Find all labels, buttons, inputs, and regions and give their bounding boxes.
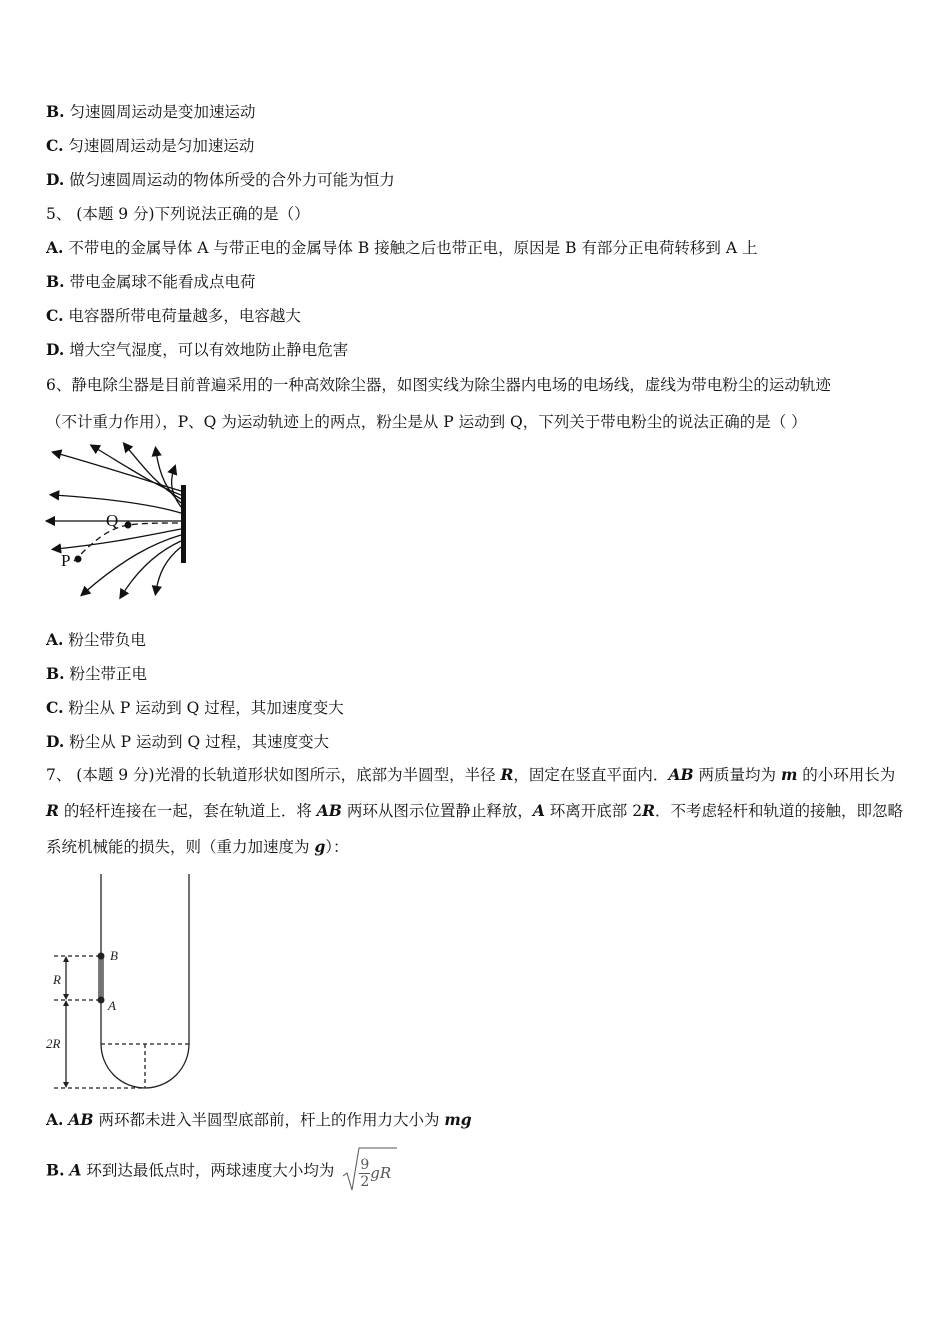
q7-label-a: A: [108, 998, 116, 1013]
q7-label-r: R: [53, 972, 61, 987]
q6-option-d: D. 粉尘从 P 运动到 Q 过程，其速度变大: [46, 732, 330, 751]
q6-stem-line1: 6、静电除尘器是目前普遍采用的一种高效除尘器，如图实线为除尘器内电场的电场线，虚线为带电粉尘的运动轨迹: [46, 376, 831, 394]
q5-option-d: D. 增大空气湿度，可以有效地防止静电危害: [46, 340, 349, 359]
q6-point-p: [75, 556, 82, 563]
q6-option-c: C. 粉尘从 P 运动到 Q 过程，其加速度变大: [46, 698, 344, 717]
q6-option-b: B. 粉尘带正电: [46, 664, 147, 683]
q7-label-2r: 2R: [46, 1036, 61, 1051]
q7-option-a: A. AB 两环都未进入半圆型底部前，杆上的作用力大小为 mg: [46, 1110, 472, 1129]
q4-option-d: D. 做匀速圆周运动的物体所受的合外力可能为恒力: [46, 170, 395, 189]
q6-option-a: A. 粉尘带负电: [46, 630, 146, 649]
q6-point-q: [125, 522, 132, 529]
q7-ring-b: [98, 953, 105, 960]
q7-ring-a: [98, 997, 105, 1004]
q6-field-line: [122, 541, 181, 595]
q6-electric-field-figure: [44, 443, 194, 603]
q6-field-line: [56, 529, 181, 549]
q7-option-b: B. A 环到达最低点时，两球速度大小均为 $\frac{9}{2}$ gR: [46, 1146, 391, 1194]
q7-track-figure: [44, 872, 204, 1094]
radical-sign: [343, 1148, 397, 1190]
q7-label-b: B: [110, 948, 118, 963]
q5-option-b: B. 带电金属球不能看成点电荷: [46, 272, 256, 291]
fraction: $\frac{9}{2}$: [360, 1156, 370, 1190]
q4-option-c: C. 匀速圆周运动是匀加速运动: [46, 136, 255, 155]
q6-stem-line2: （不计重力作用），P、Q 为运动轨迹上的两点，粉尘是从 P 运动到 Q，下列关于带电粉尘的说法正确的是（ ）: [46, 413, 807, 431]
q4-option-b: B. 匀速圆周运动是变加速运动: [46, 102, 256, 121]
q5-option-a: A. 不带电的金属导体 A 与带正电的金属导体 B 接触之后也带正电，原因是 B 有部分正电荷转移到 A 上: [46, 238, 758, 257]
q6-field-line: [156, 451, 181, 503]
q6-trajectory: [74, 523, 181, 561]
q5-option-c: C. 电容器所带电荷量越多，电容越大: [46, 306, 301, 325]
q7-stem: 7、 (本题 9 分)光滑的长轨道形状如图所示，底部为半圆型，半径 R，固定在竖直平面内．AB 两质量均为 m 的小环用长为 R 的轻杆连接在一起，套在轨道上．将 AB 两环从图示位置静止释放，A 环离开底部 2R．不考虑轻杆和轨道的接触，即忽略系统机械能的损失，则（重力加速度为 g）：: [46, 765, 903, 856]
q6-plate: [181, 485, 186, 563]
sqrt-expression: $\frac{9}{2}$ gR: [341, 1146, 391, 1197]
q5-stem: 5、 (本题 9 分)下列说法正确的是（）: [46, 205, 310, 223]
q7-track: [101, 874, 189, 1088]
q6-label-q: Q: [106, 511, 119, 530]
q6-label-p: P: [61, 551, 71, 570]
